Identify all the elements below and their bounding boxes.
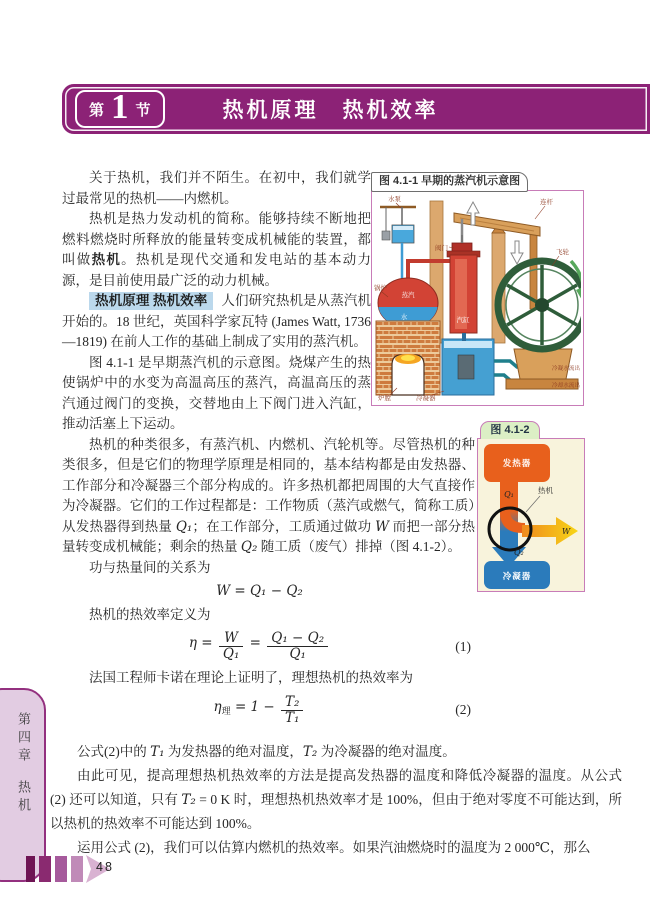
label-cooling-out: 冷却水流出 xyxy=(552,383,580,389)
figure-4-1-2-caption: 图 4.1-2 xyxy=(480,421,540,439)
label-q2: Q₂ xyxy=(514,548,524,557)
label-work-w: W xyxy=(562,527,571,536)
label-furnace: 炉膛 xyxy=(378,395,391,401)
label-heat-engine: 热机 xyxy=(538,486,553,495)
page-title: 热机原理 热机效率 xyxy=(222,99,439,122)
section-suffix: 节 xyxy=(135,101,151,119)
heat-flow-svg xyxy=(478,439,584,591)
label-condenser2: 冷凝器 xyxy=(502,571,532,581)
equation-efficiency: η = $\frac{W}{\text{Q₁}}$ = $\frac{\text{Q₁ − Q₂}}{\text{Q₁}}$ (1) xyxy=(188,630,471,662)
label-condenser: 冷凝器 xyxy=(416,395,436,401)
steam-engine-svg xyxy=(372,191,581,401)
label-boiler: 锅炉 xyxy=(374,285,387,292)
label-condensate-out: 冷凝水流出 xyxy=(552,366,580,372)
paragraph-definition: 热机是热力发动机的简称。能够持续不断地把燃料燃烧时所释放的能量转变成机械能的装置，都叫做热机。热机是现代交通和发电站的基本动力源，是目前使用最广泛的动力机械。 xyxy=(62,211,372,288)
label-water-pump: 水泵 xyxy=(388,196,401,203)
paragraph-figure-desc: 图 4.1-1 是早期蒸汽机的示意图。烧煤产生的热使锅炉中的水变为高温高压的蒸汽，高温高压的蒸汽通过阀门的变换，交替地由上下阀门进入汽缸，推动活塞上下运动。 xyxy=(62,354,371,431)
equation-ideal: $\eta_理 = 1$ − $\frac{\text{T₂}}{\text{T₁}}$ (2) xyxy=(213,693,471,726)
label-flywheel: 飞轮 xyxy=(556,249,569,256)
equation-work: W = Q₁ − Q₂ xyxy=(216,583,303,599)
label-water: 水 xyxy=(400,314,408,321)
figure-4-1-1 xyxy=(371,168,580,422)
paragraph-intro: 关于热机，我们并不陌生。在初中，我们就学过最常见的热机——内燃机。 xyxy=(62,170,371,206)
paragraph-temperatures: 公式(2)中的 T₁ 为发热器的绝对温度，T₂ 为冷凝器的绝对温度。 xyxy=(77,744,456,760)
figure-4-1-2 xyxy=(477,421,585,592)
heat-engine-diagram xyxy=(477,438,585,592)
label-valve: 阀门 xyxy=(435,245,448,252)
label-cylinder: 汽缸 xyxy=(456,317,470,324)
bottom-text-column xyxy=(50,740,622,860)
paragraph-history: 热机原理 热机效率 人们研究热机是从蒸汽机开始的。18 世纪，英国科学家瓦特 (James Watt, 1736—1819) 在前人工作的基础上制成了实用的蒸汽机。 xyxy=(62,293,372,349)
paragraph-work-heat: 功与热量间的关系为 xyxy=(89,559,211,575)
chapter-tab-text: 第四章热机 xyxy=(16,712,31,816)
paragraph-estimate: 运用公式 (2)，我们可以估算内燃机的热效率。如果汽油燃烧时的温度为 2 000℃，那么 xyxy=(77,840,591,855)
section-banner xyxy=(62,84,650,134)
steam-engine-illustration xyxy=(371,190,584,406)
equation-number-2: (2) xyxy=(455,701,471,717)
topic-chip: 热机原理 热机效率 xyxy=(89,292,213,310)
paragraph-efficiency-def: 热机的热效率定义为 xyxy=(89,606,211,622)
section-prefix: 第 xyxy=(89,101,105,119)
label-steam: 蒸汽 xyxy=(401,292,415,299)
paragraph-types: 热机的种类很多，有蒸汽机、内燃机、汽轮机等。尽管热机的种类很多，但是它们的物理学原理是相同的，基本结构都是由发热器、工作部分和冷凝器三个部分构成的。许多热机都把周围的大气直接作为冷凝器。它们的工作过程都是：工作物质（蒸汽或燃气，简称工质）从发热器得到热量 Q₁；在工作部分，工质通过做功 W 而把一部分热量转变成机械能；剩余的热量 Q₂ 随工质（废气）排掉（图 4.1-2）。 xyxy=(62,436,476,555)
section-number: 1 xyxy=(111,87,129,126)
figure-4-1-1-caption: 图 4.1-1 早期的蒸汽机示意图 xyxy=(371,172,528,192)
equation-number-1: (1) xyxy=(455,638,471,654)
section-number-badge xyxy=(75,87,165,128)
main-text-column xyxy=(62,168,580,732)
label-connecting-rod: 连杆 xyxy=(540,199,553,206)
label-q1: Q₁ xyxy=(504,490,514,499)
paragraph-carnot: 法国工程师卡诺在理论上证明了，理想热机的热效率为 xyxy=(89,670,413,685)
label-heater: 发热器 xyxy=(502,458,532,468)
page-number: 48 xyxy=(96,860,114,874)
chapter-side-tab xyxy=(0,688,46,882)
paragraph-improve: 由此可见，提高理想热机热效率的方法是提高发热器的温度和降低冷凝器的温度。从公式 (2) 还可以知道，只有 T₂ = 0 K 时，理想热机热效率才是 100%，但由于绝对零度不可能达到，所以热机的热效率不可能达到 100%。 xyxy=(50,768,622,831)
